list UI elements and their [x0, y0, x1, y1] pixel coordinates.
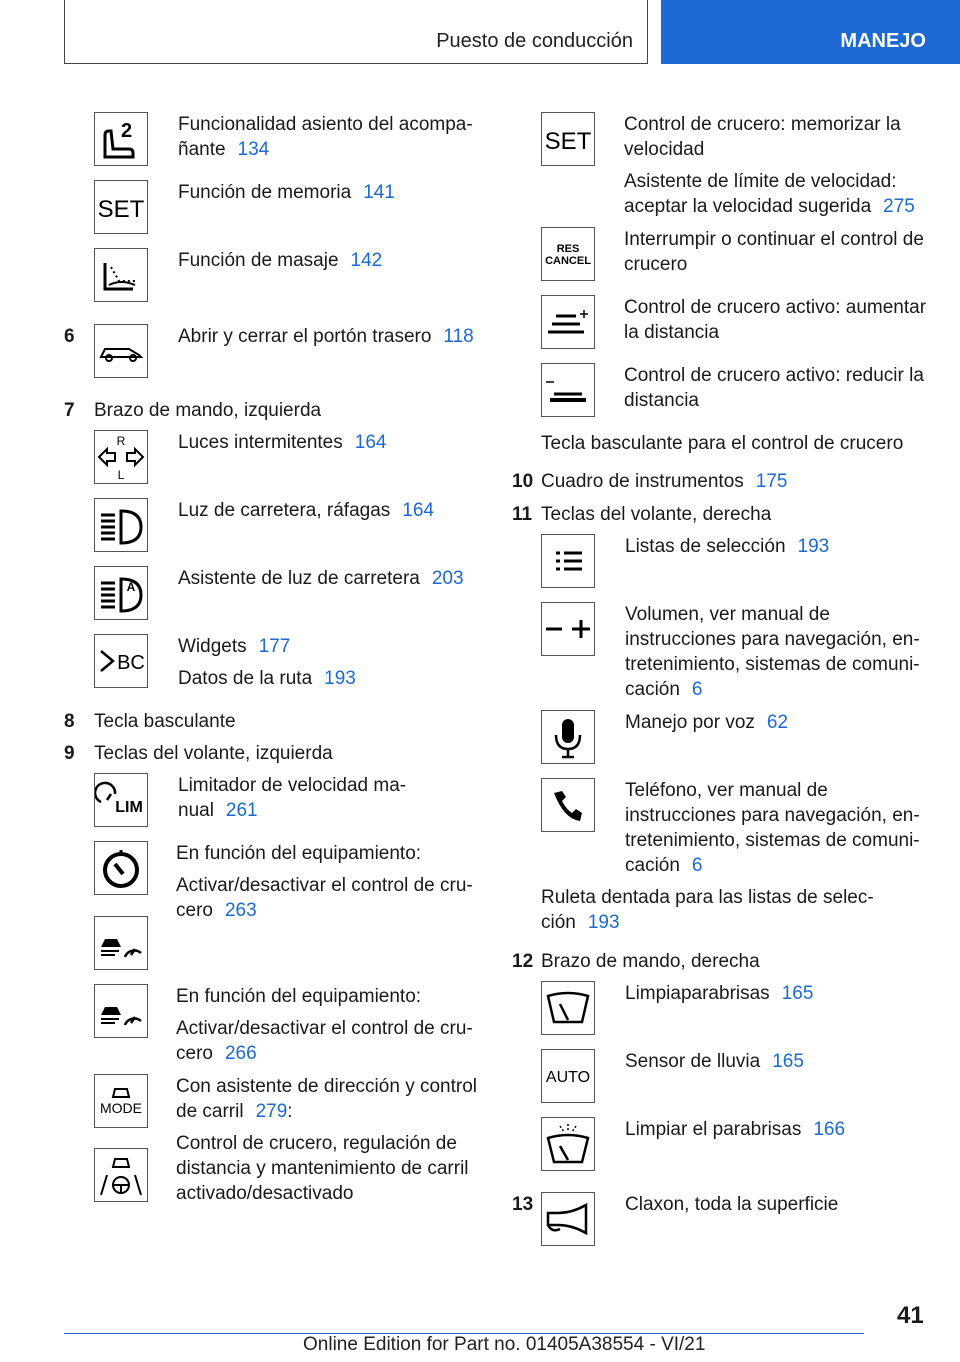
- svg-text:MODE: MODE: [100, 1100, 142, 1116]
- turn-signal-icon: [94, 430, 148, 484]
- item-number: 13: [512, 1194, 534, 1215]
- header-left-box: [64, 0, 648, 64]
- active-cruise-control-icon: [94, 984, 148, 1038]
- page-header-title: Puesto de conducción: [436, 30, 633, 52]
- entry-high-beam: Luz de carretera, ráfagas 164: [178, 500, 434, 521]
- svg-text:BC: BC: [117, 652, 145, 674]
- page-ref-link[interactable]: 141: [363, 182, 395, 203]
- page-ref-link[interactable]: 279: [255, 1101, 288, 1122]
- page-ref-link[interactable]: 164: [354, 432, 387, 453]
- entry-distance-decrease: Control de crucero activo: reducir la distancia: [624, 365, 924, 411]
- entry-high-beam-assist: Asistente de luz de carretera 203: [178, 568, 464, 589]
- set-icon: [541, 112, 595, 166]
- page-ref-link[interactable]: 165: [772, 1051, 804, 1072]
- tailgate-icon: [94, 324, 148, 378]
- lane-assist-icon: [94, 1148, 148, 1202]
- entry-lane-keeping: Control de crucero, regulación de distancia y mantenimiento de carril activado/desactivado: [176, 1133, 469, 1204]
- page-ref-link[interactable]: 263: [224, 900, 257, 921]
- seat-memory-2-icon: [94, 112, 148, 166]
- entry-washer: Limpiar el parabrisas 166: [625, 1119, 846, 1140]
- cruise-control-icon: [94, 841, 148, 895]
- page-ref-link[interactable]: 134: [237, 139, 270, 160]
- page-ref-link[interactable]: 166: [813, 1119, 846, 1140]
- entry-tailgate: Abrir y cerrar el portón trasero 118: [178, 326, 474, 347]
- entry-active-cruise-control: En función del equipamiento: Activar/desactivar el control de cru- cero 266: [176, 986, 473, 1064]
- set-icon: [94, 180, 148, 234]
- entry-passenger-seat: Funcionalidad asiento del acompa- ñante 134: [178, 114, 473, 160]
- item-heading: Brazo de mando, izquierda: [94, 400, 322, 421]
- item-heading: Teclas del volante, derecha: [541, 504, 772, 525]
- high-beam-icon: [94, 498, 148, 552]
- page-ref-link[interactable]: 164: [402, 500, 434, 521]
- entry-resume-cancel: Interrumpir o continuar el control de crucero: [624, 229, 924, 275]
- entry-massage-function: Función de masaje 142: [178, 250, 383, 271]
- svg-text:AUTO: AUTO: [545, 1069, 591, 1086]
- page-ref-link[interactable]: 177: [258, 636, 291, 657]
- phone-icon: [541, 778, 595, 832]
- item-heading: Brazo de mando, derecha: [541, 951, 760, 972]
- page-ref-link[interactable]: 62: [766, 712, 789, 733]
- page-ref-link[interactable]: 165: [781, 983, 814, 1004]
- item-number: 6: [64, 326, 75, 347]
- massage-seat-icon: [94, 248, 148, 302]
- mode-icon: [94, 1074, 148, 1128]
- item-number: 7: [64, 400, 75, 421]
- res-cancel-icon: [541, 227, 595, 281]
- item-number: 8: [64, 711, 75, 732]
- svg-text:SET: SET: [544, 128, 592, 155]
- item-number: 10: [512, 471, 534, 492]
- page-ref-link[interactable]: 193: [797, 536, 830, 557]
- washer-icon: [541, 1117, 595, 1171]
- svg-text:CANCEL: CANCEL: [545, 255, 591, 267]
- page-number: 41: [897, 1302, 924, 1329]
- entry-voice-control: Manejo por voz 62: [625, 712, 789, 733]
- svg-text:SET: SET: [97, 196, 145, 223]
- entry-phone: Teléfono, ver manual de instrucciones para navegación, en- tretenimiento, sistemas de comuni- cación 6: [625, 780, 920, 876]
- entry-wipers: Limpiaparabrisas 165: [625, 983, 814, 1004]
- item-number: 9: [64, 743, 75, 764]
- item-number: 12: [512, 951, 534, 972]
- svg-text:2: 2: [121, 120, 133, 142]
- section-label: MANEJO: [840, 30, 926, 52]
- entry-turn-signals: Luces intermitentes 164: [178, 432, 387, 453]
- svg-text:LIM: LIM: [115, 799, 143, 816]
- distance-increase-icon: [541, 295, 595, 349]
- svg-text:A: A: [126, 580, 136, 594]
- entry-cruise-control: En función del equipamiento: Activar/desactivar el control de cru- cero 263: [176, 843, 473, 921]
- header-section-tab[interactable]: [661, 0, 960, 64]
- auto-icon: [541, 1049, 595, 1103]
- item-heading: Cuadro de instrumentos 175: [541, 471, 788, 492]
- entry-horn: Claxon, toda la superficie: [625, 1194, 839, 1215]
- entry-thumbwheel: Ruleta dentada para las listas de selec- ción 193: [541, 887, 874, 933]
- page-ref-link[interactable]: 175: [755, 471, 788, 492]
- entry-cruise-memorize: Control de crucero: memorizar la velocidad Asistente de límite de velocidad: aceptar la velocidad sugerida 275: [624, 114, 915, 217]
- entry-widgets: Widgets 177 Datos de la ruta 193: [178, 636, 356, 689]
- footer-edition: Online Edition for Part no. 01405A38554 - VI/21: [303, 1334, 706, 1355]
- page-ref-link[interactable]: 193: [324, 668, 356, 689]
- entry-rain-sensor: Sensor de lluvia 165: [625, 1051, 804, 1072]
- entry-speed-limiter: Limitador de velocidad ma- nual 261: [178, 775, 407, 821]
- distance-decrease-icon: [541, 363, 595, 417]
- item-heading: Tecla basculante: [94, 711, 236, 732]
- entry-lane-assist-mode: Con asistente de dirección y control de carril 279:: [176, 1076, 477, 1122]
- item-text: Tecla basculante para el control de crucero: [541, 433, 904, 454]
- page-ref-link[interactable]: 6: [691, 679, 703, 700]
- item-heading: Teclas del volante, izquierda: [94, 743, 333, 764]
- entry-volume: Volumen, ver manual de instrucciones para navegación, en- tretenimiento, sistemas de comuni- cación 6: [625, 604, 920, 700]
- svg-text:RES: RES: [556, 243, 580, 255]
- entry-selection-lists: Listas de selección 193: [625, 536, 830, 557]
- active-cruise-control-icon: [94, 916, 148, 970]
- wiper-icon: [541, 981, 595, 1035]
- page-ref-link[interactable]: 142: [350, 250, 383, 271]
- page-ref-link[interactable]: 261: [225, 800, 258, 821]
- page-ref-link[interactable]: 6: [691, 855, 703, 876]
- page-ref-link[interactable]: 193: [587, 912, 620, 933]
- page-ref-link[interactable]: 266: [224, 1043, 257, 1064]
- page-ref-link[interactable]: 203: [431, 568, 464, 589]
- horn-icon: [541, 1192, 595, 1246]
- speed-limiter-icon: [94, 773, 148, 827]
- entry-distance-increase: Control de crucero activo: aumentar la distancia: [624, 297, 927, 343]
- bc-icon: [94, 634, 148, 688]
- page-ref-link[interactable]: 118: [443, 326, 474, 347]
- list-icon: [541, 534, 595, 588]
- microphone-icon: [541, 710, 595, 764]
- item-number: 11: [512, 504, 533, 525]
- svg-text:R: R: [116, 434, 126, 448]
- volume-icon: [541, 602, 595, 656]
- svg-text:L: L: [117, 468, 125, 482]
- page-ref-link[interactable]: 275: [883, 196, 915, 217]
- high-beam-assist-icon: [94, 566, 148, 620]
- entry-memory-function: Función de memoria 141: [178, 182, 395, 203]
